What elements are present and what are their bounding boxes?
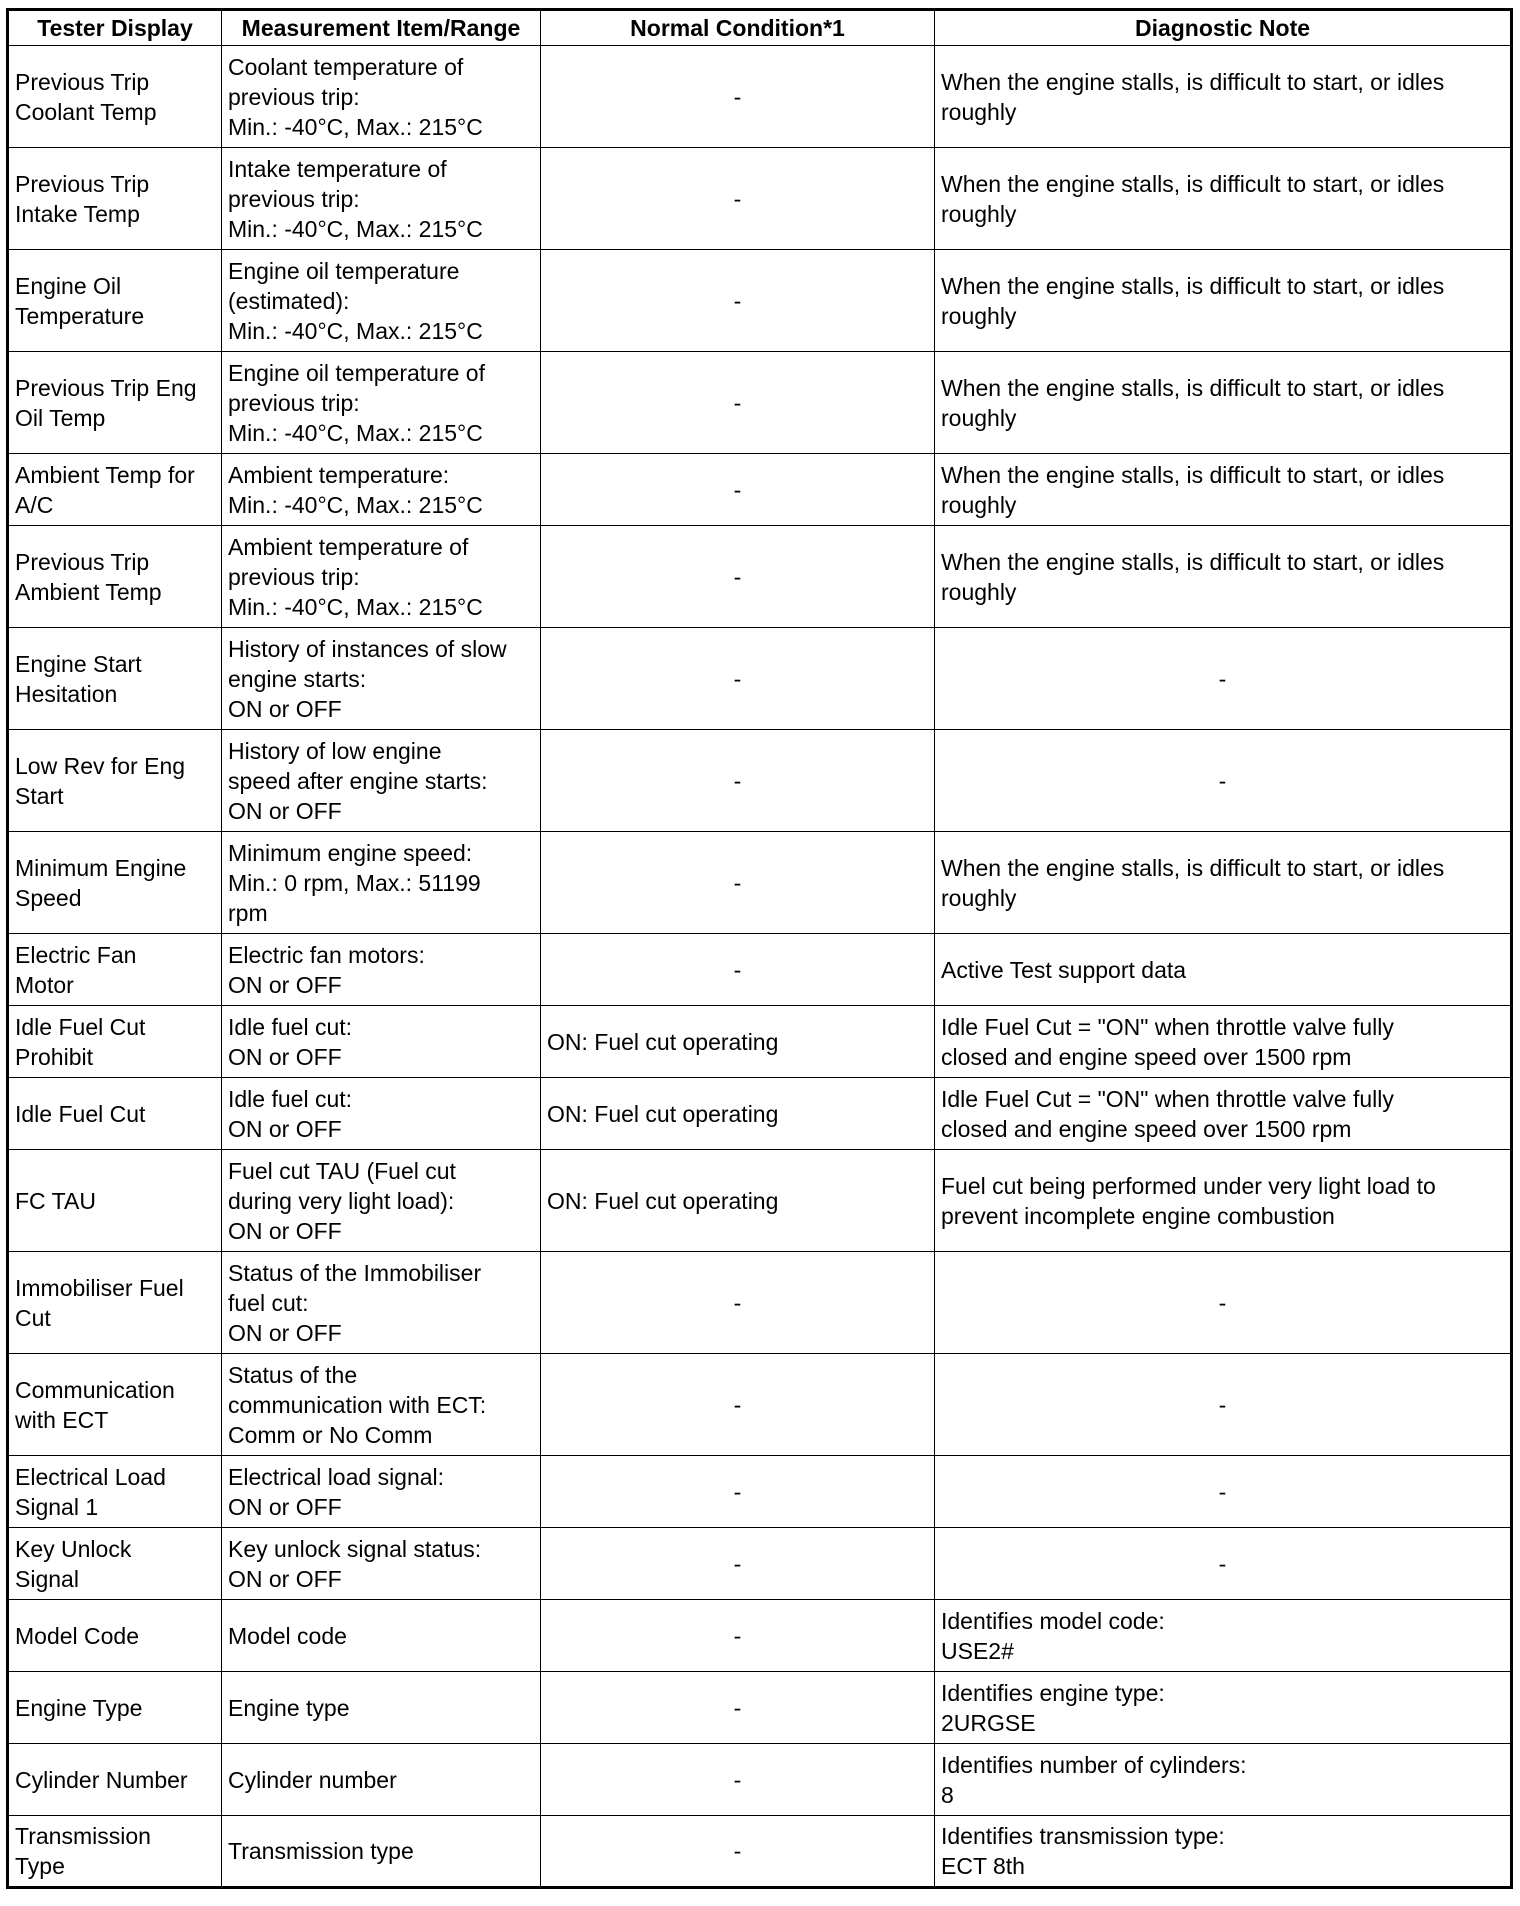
table-row: [8, 832, 1512, 934]
cell-diagnostic-note: -: [935, 1252, 1512, 1354]
cell-normal-condition: -: [541, 1744, 935, 1816]
cell-diagnostic-note: Idle Fuel Cut = "ON" when throttle valve fully closed and engine speed over 1500 rpm: [935, 1078, 1512, 1150]
cell-normal-condition: -: [541, 1456, 935, 1528]
cell-normal-condition: -: [541, 454, 935, 526]
cell-measurement-range: History of low engine speed after engine starts: ON or OFF: [222, 730, 541, 832]
cell-tester-display: Communication with ECT: [8, 1354, 222, 1456]
cell-diagnostic-note: Identifies number of cylinders: 8: [935, 1744, 1512, 1816]
cell-measurement-range: Fuel cut TAU (Fuel cut during very light load): ON or OFF: [222, 1150, 541, 1252]
cell-diagnostic-note: Fuel cut being performed under very light load to prevent incomplete engine combustion: [935, 1150, 1512, 1252]
cell-tester-display: Engine Type: [8, 1672, 222, 1744]
cell-measurement-range: Electrical load signal: ON or OFF: [222, 1456, 541, 1528]
cell-diagnostic-note: When the engine stalls, is difficult to start, or idles roughly: [935, 526, 1512, 628]
cell-measurement-range: Status of the communication with ECT: Comm or No Comm: [222, 1354, 541, 1456]
cell-diagnostic-note: -: [935, 1456, 1512, 1528]
cell-normal-condition: -: [541, 934, 935, 1006]
header-diagnostic-note: Diagnostic Note: [935, 10, 1512, 46]
cell-measurement-range: Ambient temperature: Min.: -40°C, Max.: 215°C: [222, 454, 541, 526]
cell-tester-display: Engine Oil Temperature: [8, 250, 222, 352]
table-row: [8, 1354, 1512, 1456]
table-row: [8, 1672, 1512, 1744]
table-row: [8, 46, 1512, 148]
cell-normal-condition: -: [541, 148, 935, 250]
cell-tester-display: Immobiliser Fuel Cut: [8, 1252, 222, 1354]
cell-diagnostic-note: Idle Fuel Cut = "ON" when throttle valve fully closed and engine speed over 1500 rpm: [935, 1006, 1512, 1078]
table-row: [8, 1252, 1512, 1354]
cell-measurement-range: Key unlock signal status: ON or OFF: [222, 1528, 541, 1600]
cell-normal-condition: -: [541, 352, 935, 454]
cell-normal-condition: -: [541, 1672, 935, 1744]
table-row: [8, 526, 1512, 628]
cell-normal-condition: -: [541, 46, 935, 148]
cell-diagnostic-note: -: [935, 730, 1512, 832]
cell-diagnostic-note: When the engine stalls, is difficult to start, or idles roughly: [935, 454, 1512, 526]
cell-diagnostic-note: Identifies engine type: 2URGSE: [935, 1672, 1512, 1744]
header-normal-condition: Normal Condition*1: [541, 10, 935, 46]
cell-tester-display: Low Rev for Eng Start: [8, 730, 222, 832]
cell-normal-condition: -: [541, 1528, 935, 1600]
table-row: [8, 250, 1512, 352]
table-row: [8, 1744, 1512, 1816]
table-row: [8, 454, 1512, 526]
table-header-row: [8, 10, 1512, 46]
cell-measurement-range: Ambient temperature of previous trip: Min.: -40°C, Max.: 215°C: [222, 526, 541, 628]
table-row: [8, 1150, 1512, 1252]
cell-diagnostic-note: When the engine stalls, is difficult to start, or idles roughly: [935, 46, 1512, 148]
cell-measurement-range: Electric fan motors: ON or OFF: [222, 934, 541, 1006]
table-row: [8, 352, 1512, 454]
cell-normal-condition: -: [541, 730, 935, 832]
cell-tester-display: FC TAU: [8, 1150, 222, 1252]
cell-measurement-range: Engine oil temperature (estimated): Min.: -40°C, Max.: 215°C: [222, 250, 541, 352]
cell-tester-display: Cylinder Number: [8, 1744, 222, 1816]
cell-measurement-range: History of instances of slow engine starts: ON or OFF: [222, 628, 541, 730]
cell-measurement-range: Engine oil temperature of previous trip: Min.: -40°C, Max.: 215°C: [222, 352, 541, 454]
table-row: [8, 730, 1512, 832]
table-row: [8, 1006, 1512, 1078]
cell-diagnostic-note: -: [935, 1354, 1512, 1456]
cell-measurement-range: Idle fuel cut: ON or OFF: [222, 1078, 541, 1150]
table-row: [8, 1456, 1512, 1528]
cell-diagnostic-note: -: [935, 1528, 1512, 1600]
cell-tester-display: Previous Trip Ambient Temp: [8, 526, 222, 628]
header-tester-display: Tester Display: [8, 10, 222, 46]
cell-diagnostic-note: Identifies model code: USE2#: [935, 1600, 1512, 1672]
cell-normal-condition: ON: Fuel cut operating: [541, 1078, 935, 1150]
cell-diagnostic-note: Identifies transmission type: ECT 8th: [935, 1816, 1512, 1888]
cell-tester-display: Idle Fuel Cut Prohibit: [8, 1006, 222, 1078]
table-row: [8, 628, 1512, 730]
table-row: [8, 148, 1512, 250]
cell-tester-display: Idle Fuel Cut: [8, 1078, 222, 1150]
table-row: [8, 1528, 1512, 1600]
cell-tester-display: Ambient Temp for A/C: [8, 454, 222, 526]
cell-tester-display: Transmission Type: [8, 1816, 222, 1888]
cell-tester-display: Key Unlock Signal: [8, 1528, 222, 1600]
cell-tester-display: Electric Fan Motor: [8, 934, 222, 1006]
cell-diagnostic-note: When the engine stalls, is difficult to start, or idles roughly: [935, 250, 1512, 352]
cell-diagnostic-note: When the engine stalls, is difficult to start, or idles roughly: [935, 148, 1512, 250]
cell-measurement-range: Engine type: [222, 1672, 541, 1744]
table-row: [8, 1600, 1512, 1672]
cell-measurement-range: Idle fuel cut: ON or OFF: [222, 1006, 541, 1078]
table-row: [8, 1078, 1512, 1150]
cell-normal-condition: ON: Fuel cut operating: [541, 1150, 935, 1252]
cell-diagnostic-note: -: [935, 628, 1512, 730]
cell-tester-display: Minimum Engine Speed: [8, 832, 222, 934]
cell-normal-condition: -: [541, 1600, 935, 1672]
cell-tester-display: Engine Start Hesitation: [8, 628, 222, 730]
cell-tester-display: Previous Trip Intake Temp: [8, 148, 222, 250]
cell-diagnostic-note: When the engine stalls, is difficult to start, or idles roughly: [935, 832, 1512, 934]
cell-measurement-range: Cylinder number: [222, 1744, 541, 1816]
data-monitor-table: [6, 8, 1513, 1889]
cell-tester-display: Model Code: [8, 1600, 222, 1672]
cell-measurement-range: Model code: [222, 1600, 541, 1672]
cell-tester-display: Electrical Load Signal 1: [8, 1456, 222, 1528]
cell-normal-condition: -: [541, 1354, 935, 1456]
cell-normal-condition: -: [541, 526, 935, 628]
header-measurement-item-range: Measurement Item/Range: [222, 10, 541, 46]
cell-normal-condition: -: [541, 1816, 935, 1888]
cell-normal-condition: -: [541, 832, 935, 934]
cell-measurement-range: Transmission type: [222, 1816, 541, 1888]
table-row: [8, 934, 1512, 1006]
table-row: [8, 1816, 1512, 1888]
cell-measurement-range: Status of the Immobiliser fuel cut: ON or OFF: [222, 1252, 541, 1354]
cell-normal-condition: -: [541, 250, 935, 352]
table-body: [8, 46, 1512, 1888]
cell-measurement-range: Coolant temperature of previous trip: Min.: -40°C, Max.: 215°C: [222, 46, 541, 148]
cell-diagnostic-note: Active Test support data: [935, 934, 1512, 1006]
cell-tester-display: Previous Trip Eng Oil Temp: [8, 352, 222, 454]
cell-diagnostic-note: When the engine stalls, is difficult to start, or idles roughly: [935, 352, 1512, 454]
cell-normal-condition: -: [541, 628, 935, 730]
cell-normal-condition: ON: Fuel cut operating: [541, 1006, 935, 1078]
cell-tester-display: Previous Trip Coolant Temp: [8, 46, 222, 148]
cell-measurement-range: Minimum engine speed: Min.: 0 rpm, Max.: 51199 rpm: [222, 832, 541, 934]
cell-normal-condition: -: [541, 1252, 935, 1354]
cell-measurement-range: Intake temperature of previous trip: Min.: -40°C, Max.: 215°C: [222, 148, 541, 250]
